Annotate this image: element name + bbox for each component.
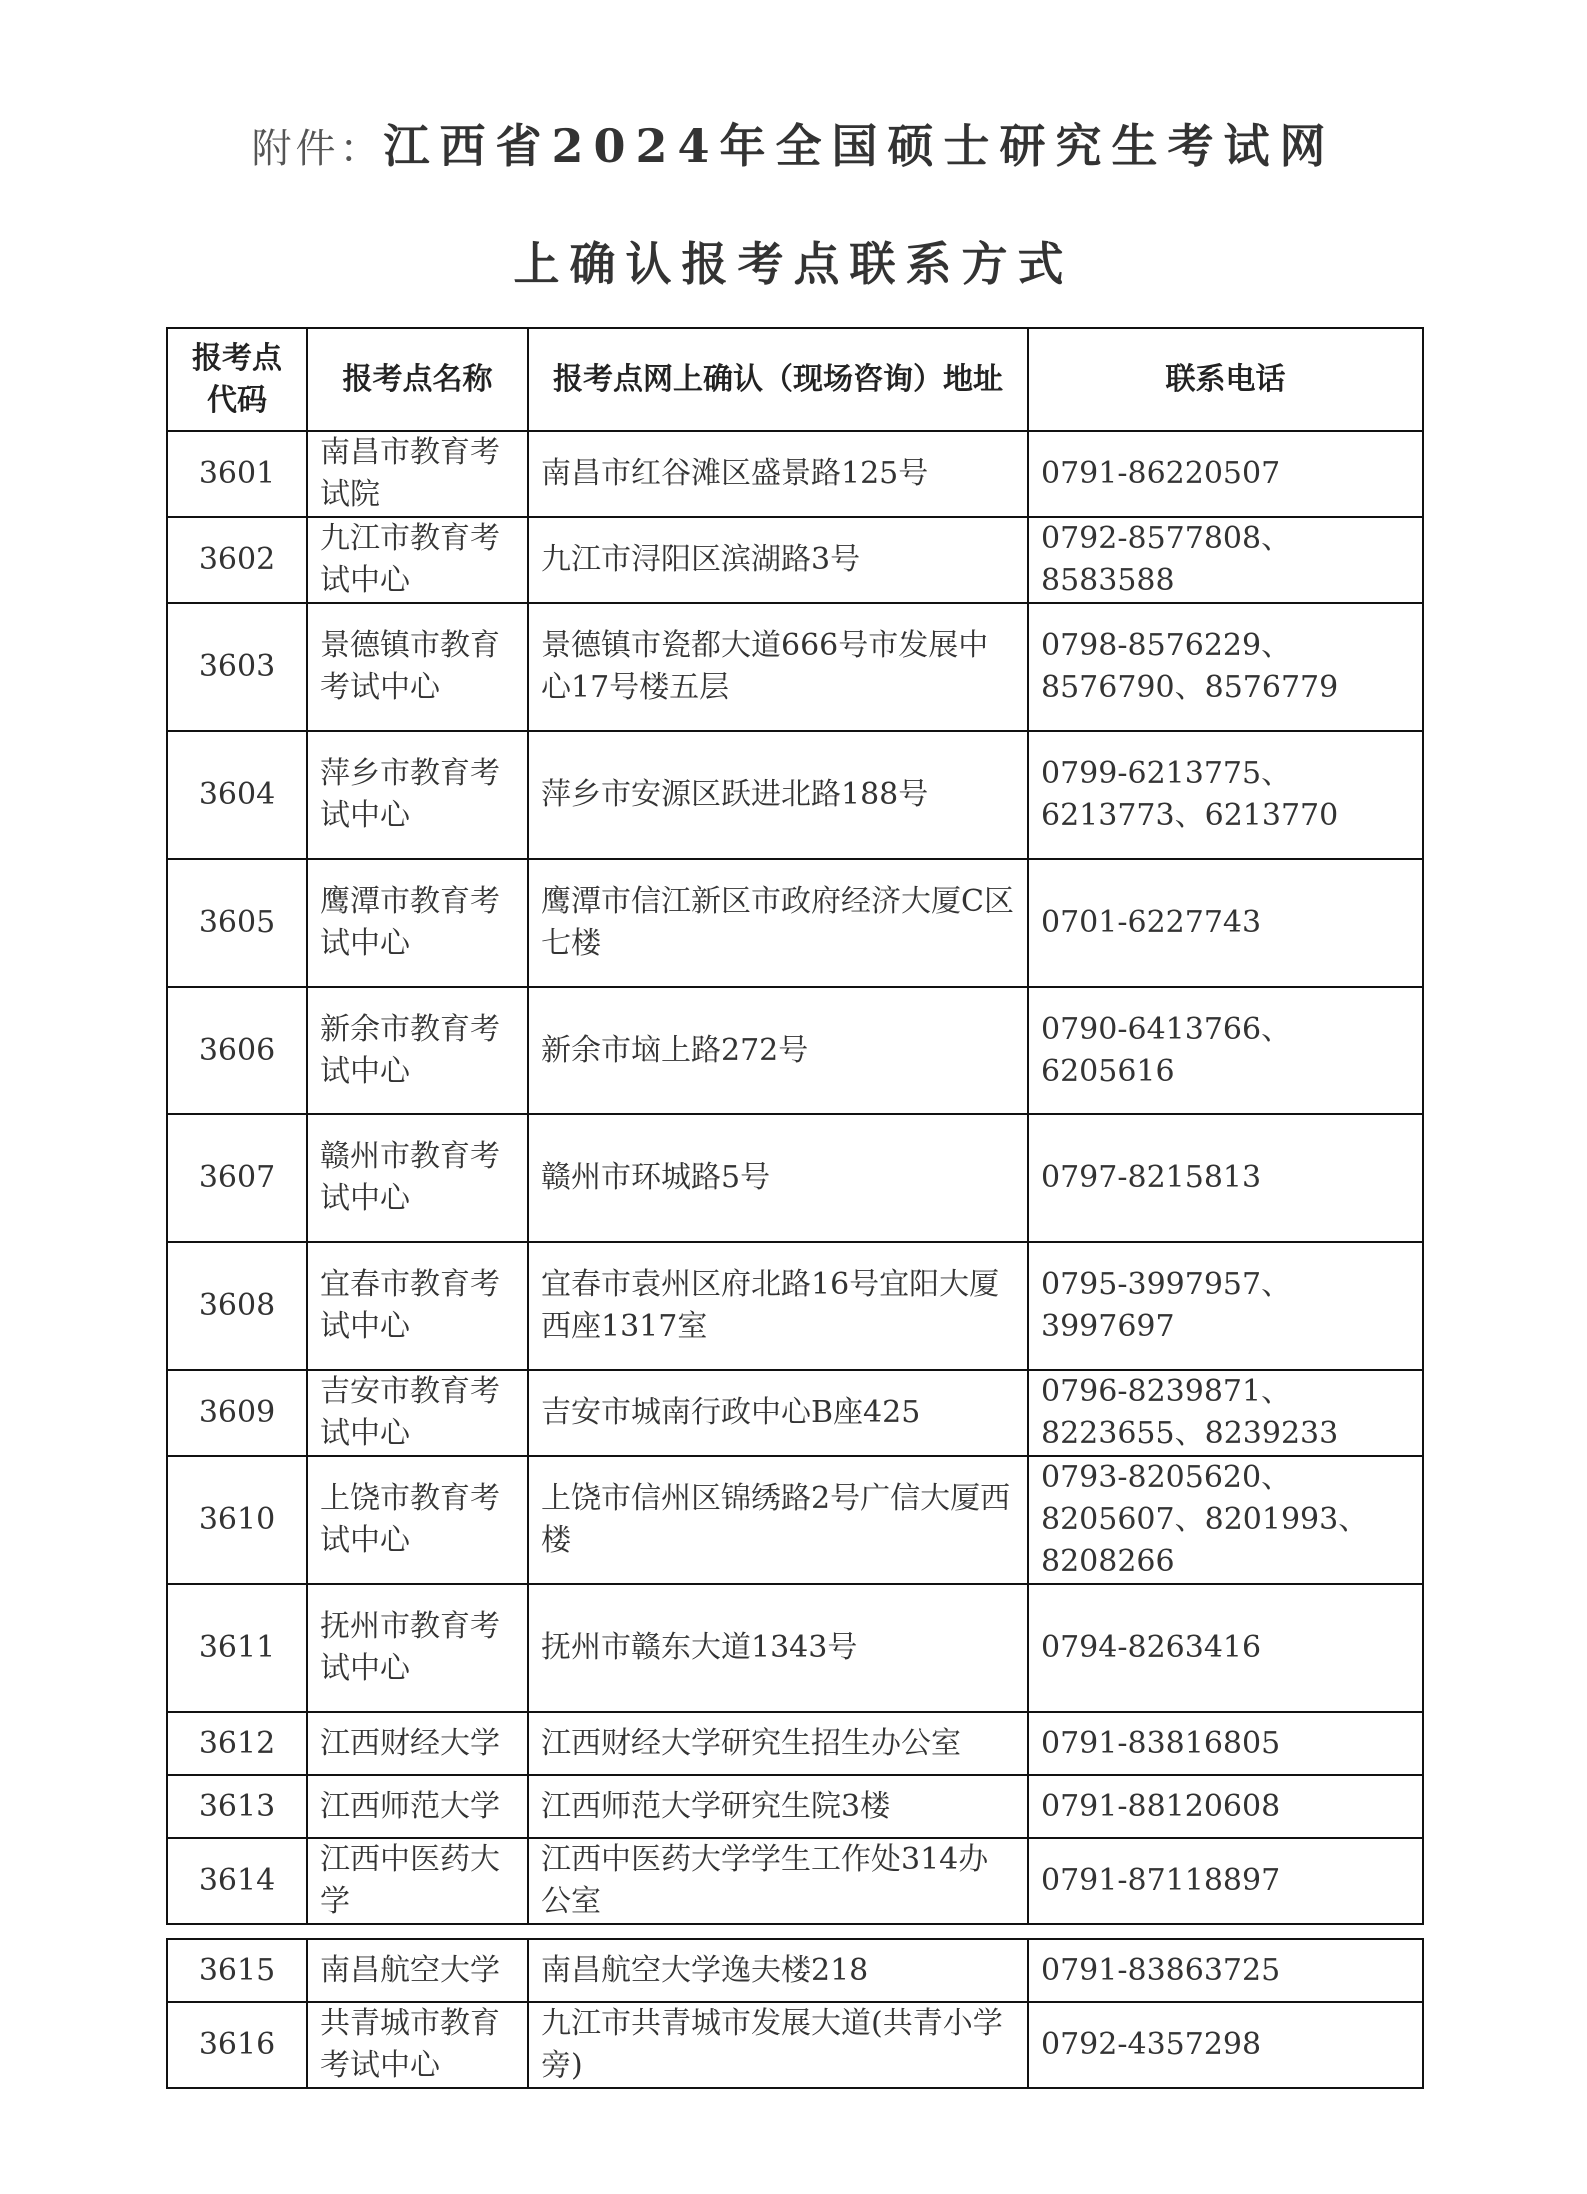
cell-address: 江西中医药大学学生工作处314办公室 <box>528 1838 1028 1924</box>
header-address: 报考点网上确认（现场咨询）地址 <box>528 328 1028 431</box>
table-row <box>167 731 1423 859</box>
cell-address: 吉安市城南行政中心B座425 <box>528 1370 1028 1456</box>
cell-address: 九江市共青城市发展大道(共青小学旁) <box>528 2002 1028 2088</box>
title-main-2: 上确认报考点联系方式 <box>513 237 1074 291</box>
table-row <box>167 2002 1423 2088</box>
table-row <box>167 1584 1423 1712</box>
table-row <box>167 517 1423 603</box>
table-row <box>167 1939 1423 2002</box>
table-row <box>167 1370 1423 1456</box>
cell-name: 赣州市教育考试中心 <box>307 1114 528 1242</box>
cell-phone: 0796-8239871、8223655、8239233 <box>1028 1370 1423 1456</box>
cell-phone: 0799-6213775、6213773、6213770 <box>1028 731 1423 859</box>
table-row <box>167 1712 1423 1775</box>
header-phone: 联系电话 <box>1028 328 1423 431</box>
cell-address: 景德镇市瓷都大道666号市发展中心17号楼五层 <box>528 603 1028 731</box>
cell-address: 新余市垴上路272号 <box>528 987 1028 1114</box>
cell-phone: 0791-88120608 <box>1028 1775 1423 1838</box>
table-row <box>167 1242 1423 1370</box>
cell-name: 南昌市教育考试院 <box>307 431 528 517</box>
cell-code: 3603 <box>167 603 307 731</box>
cell-address: 赣州市环城路5号 <box>528 1114 1028 1242</box>
cell-code: 3615 <box>167 1939 307 2002</box>
cell-phone: 0797-8215813 <box>1028 1114 1423 1242</box>
cell-name: 南昌航空大学 <box>307 1939 528 2002</box>
header-code: 报考点代码 <box>167 328 307 431</box>
cell-phone: 0791-87118897 <box>1028 1838 1423 1924</box>
cell-name: 共青城市教育考试中心 <box>307 2002 528 2088</box>
table-row <box>167 1775 1423 1838</box>
cell-code: 3607 <box>167 1114 307 1242</box>
cell-phone: 0794-8263416 <box>1028 1584 1423 1712</box>
cell-address: 江西师范大学研究生院3楼 <box>528 1775 1028 1838</box>
cell-name: 景德镇市教育考试中心 <box>307 603 528 731</box>
cell-name: 新余市教育考试中心 <box>307 987 528 1114</box>
cell-address: 上饶市信州区锦绣路2号广信大厦西楼 <box>528 1456 1028 1584</box>
cell-code: 3608 <box>167 1242 307 1370</box>
contact-table-continued <box>166 1938 1424 2089</box>
cell-name: 宜春市教育考试中心 <box>307 1242 528 1370</box>
title-prefix: 附件： <box>251 127 384 171</box>
cell-address: 萍乡市安源区跃进北路188号 <box>528 731 1028 859</box>
contact-table <box>166 327 1424 1925</box>
cell-address: 鹰潭市信江新区市政府经济大厦C区七楼 <box>528 859 1028 987</box>
cell-name: 吉安市教育考试中心 <box>307 1370 528 1456</box>
cell-address: 九江市浔阳区滨湖路3号 <box>528 517 1028 603</box>
cell-name: 萍乡市教育考试中心 <box>307 731 528 859</box>
cell-phone: 0792-8577808、8583588 <box>1028 517 1423 603</box>
cell-name: 鹰潭市教育考试中心 <box>307 859 528 987</box>
table-row <box>167 431 1423 517</box>
table-row <box>167 603 1423 731</box>
cell-phone: 0790-6413766、6205616 <box>1028 987 1423 1114</box>
table-row <box>167 1838 1423 1924</box>
cell-code: 3601 <box>167 431 307 517</box>
title-line-2 <box>0 228 1587 294</box>
cell-code: 3613 <box>167 1775 307 1838</box>
cell-name: 江西财经大学 <box>307 1712 528 1775</box>
cell-code: 3605 <box>167 859 307 987</box>
cell-phone: 0793-8205620、8205607、8201993、8208266 <box>1028 1456 1423 1584</box>
cell-phone: 0791-83863725 <box>1028 1939 1423 2002</box>
cell-code: 3602 <box>167 517 307 603</box>
cell-phone: 0792-4357298 <box>1028 2002 1423 2088</box>
cell-code: 3604 <box>167 731 307 859</box>
cell-phone: 0795-3997957、3997697 <box>1028 1242 1423 1370</box>
cell-name: 抚州市教育考试中心 <box>307 1584 528 1712</box>
cell-address: 南昌市红谷滩区盛景路125号 <box>528 431 1028 517</box>
cell-phone: 0791-86220507 <box>1028 431 1423 517</box>
cell-phone: 0701-6227743 <box>1028 859 1423 987</box>
cell-address: 抚州市赣东大道1343号 <box>528 1584 1028 1712</box>
title-line-1 <box>0 110 1587 176</box>
cell-code: 3611 <box>167 1584 307 1712</box>
cell-phone: 0798-8576229、8576790、8576779 <box>1028 603 1423 731</box>
table-row <box>167 859 1423 987</box>
cell-code: 3614 <box>167 1838 307 1924</box>
cell-code: 3606 <box>167 987 307 1114</box>
cell-phone: 0791-83816805 <box>1028 1712 1423 1775</box>
cell-code: 3612 <box>167 1712 307 1775</box>
table-row <box>167 1456 1423 1584</box>
table-row <box>167 1114 1423 1242</box>
header-name: 报考点名称 <box>307 328 528 431</box>
cell-name: 上饶市教育考试中心 <box>307 1456 528 1584</box>
title-main-1: 江西省2024年全国硕士研究生考试网 <box>383 119 1336 173</box>
cell-code: 3609 <box>167 1370 307 1456</box>
cell-name: 江西师范大学 <box>307 1775 528 1838</box>
cell-name: 九江市教育考试中心 <box>307 517 528 603</box>
cell-code: 3616 <box>167 2002 307 2088</box>
table-header-row <box>167 328 1423 431</box>
cell-address: 宜春市袁州区府北路16号宜阳大厦西座1317室 <box>528 1242 1028 1370</box>
cell-name: 江西中医药大学 <box>307 1838 528 1924</box>
cell-code: 3610 <box>167 1456 307 1584</box>
table-row <box>167 987 1423 1114</box>
cell-address: 江西财经大学研究生招生办公室 <box>528 1712 1028 1775</box>
cell-address: 南昌航空大学逸夫楼218 <box>528 1939 1028 2002</box>
